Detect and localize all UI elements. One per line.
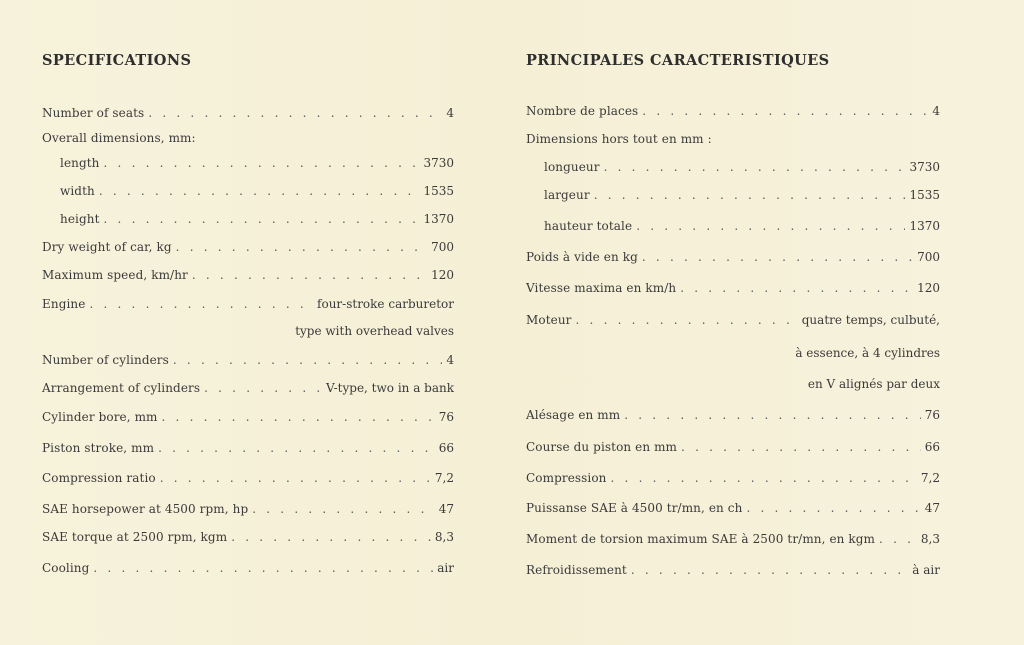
carac-row-moment: Moment de torsion maximum SAE à 2500 tr/mn, en kgm . . . 8,3 <box>526 531 940 547</box>
spec-row-engine: Engine . . . four-stroke carburetor <box>42 296 454 312</box>
spec-row-max-speed: Maximum speed, km/hr . . . 120 <box>42 267 454 283</box>
carac-row-alesage: Alésage en mm . . . 76 <box>526 407 940 423</box>
spec-row-arrangement: Arrangement of cylinders . . . V-type, two in a bank <box>42 380 454 396</box>
spec-row-seats: Number of seats . . . 4 <box>42 105 454 121</box>
spec-row-length: length . . . 3730 <box>42 155 454 171</box>
specifications-heading: SPECIFICATIONS <box>42 52 192 69</box>
carac-row-puissance: Puissanse SAE à 4500 tr/mn, en ch . . . 47 <box>526 500 940 516</box>
spec-row-height: height . . . 1370 <box>42 211 454 227</box>
spec-row-dry-weight: Dry weight of car, kg . . . 700 <box>42 239 454 255</box>
spec-row-bore: Cylinder bore, mm . . . 76 <box>42 409 454 425</box>
carac-row-vitesse: Vitesse maxima en km/h . . . 120 <box>526 280 940 296</box>
spec-row-width: width . . . 1535 <box>42 183 454 199</box>
spec-row-engine-continued: type with overhead valves <box>295 324 454 338</box>
carac-row-moteur-continued-1: à essence, à 4 cylindres <box>795 346 940 360</box>
caracteristiques-heading: PRINCIPALES CARACTERISTIQUES <box>526 52 830 69</box>
carac-row-moteur-continued-2: en V alignés par deux <box>807 377 940 391</box>
spec-row-cylinders: Number of cylinders . . . 4 <box>42 352 454 368</box>
spec-row-dimensions: Overall dimensions, mm: <box>42 131 196 145</box>
carac-row-course: Course du piston en mm . . . 66 <box>526 439 940 455</box>
carac-row-poids: Poids à vide en kg . . . 700 <box>526 249 940 265</box>
carac-row-hauteur: hauteur totale . . . 1370 <box>526 218 940 234</box>
spec-row-horsepower: SAE horsepower at 4500 rpm, hp . . . 47 <box>42 501 454 517</box>
carac-row-places: Nombre de places . . . 4 <box>526 103 940 119</box>
carac-row-longueur: longueur . . . 3730 <box>526 159 940 175</box>
spec-row-stroke: Piston stroke, mm . . . 66 <box>42 440 454 456</box>
carac-row-largeur: largeur . . . 1535 <box>526 187 940 203</box>
spec-row-compression: Compression ratio . . . 7,2 <box>42 470 454 486</box>
spec-row-torque: SAE torque at 2500 rpm, kgm . . . 8,3 <box>42 529 454 545</box>
carac-row-refroidissement: Refroidissement . . . à air <box>526 562 940 578</box>
carac-row-moteur: Moteur . . . quatre temps, culbuté, <box>526 312 940 328</box>
carac-row-compression: Compression . . . 7,2 <box>526 470 940 486</box>
carac-row-dimensions: Dimensions hors tout en mm : <box>526 132 712 146</box>
spec-row-cooling: Cooling . . . air <box>42 560 454 576</box>
